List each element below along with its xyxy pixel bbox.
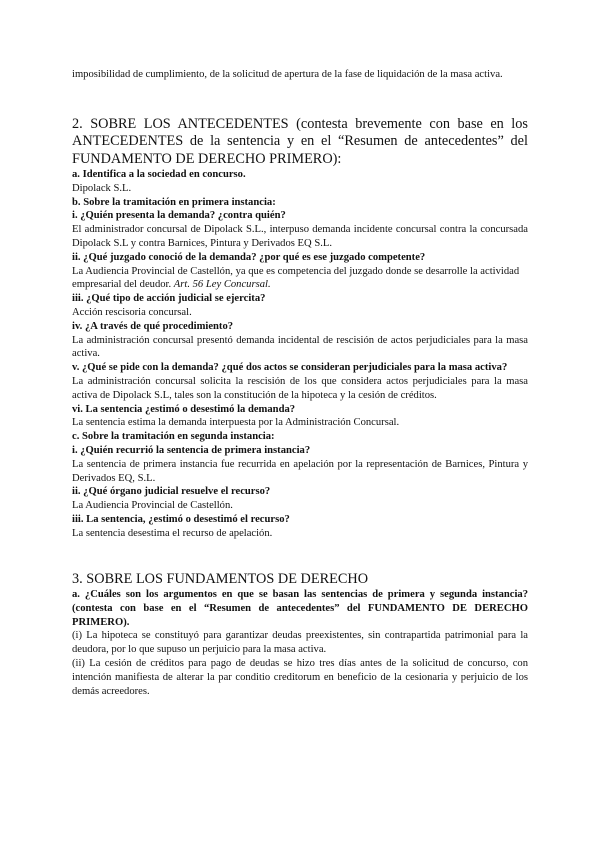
answer-2a: Dipolack S.L.: [72, 182, 132, 194]
question-2a: a. Identifica a la sociedad en concurso.: [72, 169, 246, 181]
answer-2b-iv: La administración concursal presentó demanda incidental de rescisión de actos perjudiciales para la masa activa.: [72, 334, 528, 360]
question-2c-i: i. ¿Quién recurrió la sentencia de primera instancia?: [72, 444, 311, 456]
answer-2c-i: La sentencia de primera instancia fue recurrida en apelación por la representación de Barnices, Pintura y Derivados EQ, S.L.: [72, 458, 528, 484]
question-2b-i: i. ¿Quién presenta la demanda? ¿contra quién?: [72, 210, 286, 222]
answer-2b-ii: [72, 265, 528, 293]
answer-2b-iii: Acción rescisoria concursal.: [72, 306, 192, 318]
question-2b-vi: vi. La sentencia ¿estimó o desestimó la demanda?: [72, 403, 296, 415]
answer-2b-ii-text: La Audiencia Provincial de Castellón, ya que es competencia del juzgado donde se desarrolle la actividad empresarial del deudor.: [72, 265, 520, 291]
legal-reference: Art. 56 Ley Concursal.: [173, 279, 271, 291]
question-2b-ii: ii. ¿Qué juzgado conoció de la demanda? ¿por qué es ese juzgado competente?: [72, 251, 426, 263]
spacer: [72, 82, 528, 116]
answer-3a-ii: (ii) La cesión de créditos para pago de deudas se hizo tres días antes de la solicitud de concurso, con intención manifiesta de alterar la par conditio creditorum en beneficio de la cesionaria y perjuicio de los demás acreedores.: [72, 657, 528, 697]
section-3-heading: 3. SOBRE LOS FUNDAMENTOS DE DERECHO: [72, 570, 369, 587]
question-2b-iii: iii. ¿Qué tipo de acción judicial se ejercita?: [72, 293, 266, 305]
question-2b-v: v. ¿Qué se pide con la demanda? ¿qué dos actos se consideran perjudiciales para la masa activa?: [72, 362, 508, 374]
answer-2c-ii: La Audiencia Provincial de Castellón.: [72, 500, 233, 512]
subheading-2c: c. Sobre la tramitación en segunda instancia:: [72, 431, 275, 443]
answer-2b-v: La administración concursal solicita la rescisión de los que considera actos perjudiciales para la masa activa de Dipolack S.L, tales son la constitución de la hipoteca y la cesión de créditos.: [72, 375, 528, 401]
answer-2b-i: El administrador concursal de Dipolack S.L., interpuso demanda incidente concursal contra la concursada Dipolack S.L y contra Barnices, Pintura y Derivados EQ S.L.: [72, 224, 528, 249]
question-2b-iv: iv. ¿A través de qué procedimiento?: [72, 320, 234, 332]
section-2-heading: 2. SOBRE LOS ANTECEDENTES (contesta brevemente con base en los ANTECEDENTES de la sentencia y en el “Resumen de antecedentes” del FUNDAMENTO DE DERECHO PRIMERO):: [72, 115, 528, 167]
intro-paragraph: imposibilidad de cumplimiento, de la solicitud de apertura de la fase de liquidación de la masa activa.: [72, 69, 503, 80]
answer-2b-vi: La sentencia estima la demanda interpuesta por la Administración Concursal.: [72, 417, 400, 429]
answer-2c-iii: La sentencia desestima el recurso de apelación.: [72, 527, 273, 539]
answer-3a-i: (i) La hipoteca se constituyó para garantizar deudas preexistentes, sin contrapartida patrimonial para la deudora, por lo que supuso un perjuicio para la masa activa.: [72, 630, 528, 656]
question-3a: a. ¿Cuáles son los argumentos en que se basan las sentencias de primera y segunda instancia? (contesta con base en el “Resumen de antecedentes” del FUNDAMENTO DE DERECHO PRIMERO).: [72, 588, 528, 628]
document-page: [72, 68, 528, 698]
question-2c-ii: ii. ¿Qué órgano judicial resuelve el recurso?: [72, 486, 271, 498]
question-2c-iii: iii. La sentencia, ¿estimó o desestimó el recurso?: [72, 513, 290, 525]
subheading-2b: b. Sobre la tramitación en primera instancia:: [72, 196, 276, 208]
spacer: [72, 541, 528, 571]
